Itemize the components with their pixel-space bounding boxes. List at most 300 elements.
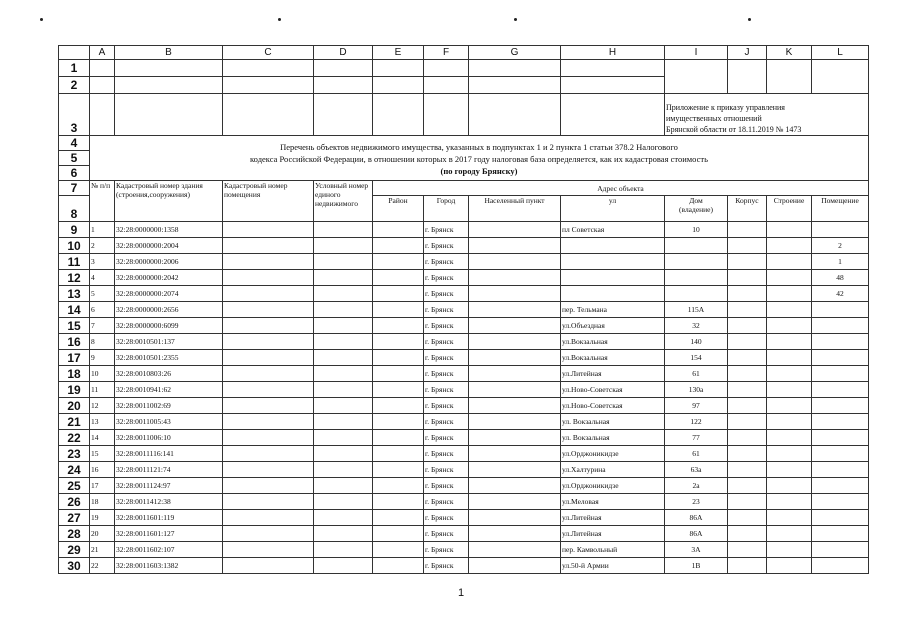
- building-cadastral-cell[interactable]: 32:28:0011116:141: [115, 446, 223, 462]
- building-cadastral-cell[interactable]: 32:28:0011002:69: [115, 398, 223, 414]
- row-number[interactable]: 16: [59, 334, 90, 350]
- district-cell[interactable]: [373, 238, 424, 254]
- city-cell[interactable]: г. Брянск: [424, 414, 469, 430]
- korpus-cell[interactable]: [728, 382, 767, 398]
- item-number-cell[interactable]: 1: [90, 222, 115, 238]
- pomeshchenie-cell[interactable]: [812, 430, 869, 446]
- column-header-e[interactable]: E: [373, 46, 424, 60]
- settlement-cell[interactable]: [469, 318, 561, 334]
- building-cadastral-cell[interactable]: 32:28:0000000:2074: [115, 286, 223, 302]
- settlement-cell[interactable]: [469, 478, 561, 494]
- settlement-cell[interactable]: [469, 270, 561, 286]
- item-number-cell[interactable]: 10: [90, 366, 115, 382]
- street-cell[interactable]: ул.Орджоникидзе: [561, 446, 665, 462]
- room-cadastral-cell[interactable]: [223, 334, 314, 350]
- city-cell[interactable]: г. Брянск: [424, 318, 469, 334]
- pomeshchenie-cell[interactable]: [812, 398, 869, 414]
- korpus-cell[interactable]: [728, 558, 767, 574]
- building-cadastral-cell[interactable]: 32:28:0011603:1382: [115, 558, 223, 574]
- building-cadastral-cell[interactable]: 32:28:0010501:2355: [115, 350, 223, 366]
- settlement-cell[interactable]: [469, 302, 561, 318]
- house-cell[interactable]: [665, 286, 728, 302]
- row-number[interactable]: 13: [59, 286, 90, 302]
- settlement-cell[interactable]: [469, 462, 561, 478]
- korpus-cell[interactable]: [728, 254, 767, 270]
- cell[interactable]: [728, 77, 767, 94]
- cell[interactable]: [90, 77, 115, 94]
- stroenie-cell[interactable]: [767, 478, 812, 494]
- settlement-cell[interactable]: [469, 558, 561, 574]
- house-cell[interactable]: 86А: [665, 510, 728, 526]
- street-cell[interactable]: ул. Вокзальная: [561, 430, 665, 446]
- stroenie-cell[interactable]: [767, 254, 812, 270]
- item-number-cell[interactable]: 9: [90, 350, 115, 366]
- conditional-number-cell[interactable]: [314, 430, 373, 446]
- house-cell[interactable]: 115А: [665, 302, 728, 318]
- header-room-cadastral[interactable]: Кадастровый номер помещения: [223, 181, 314, 222]
- district-cell[interactable]: [373, 542, 424, 558]
- street-cell[interactable]: пл Советская: [561, 222, 665, 238]
- stroenie-cell[interactable]: [767, 430, 812, 446]
- settlement-cell[interactable]: [469, 446, 561, 462]
- room-cadastral-cell[interactable]: [223, 526, 314, 542]
- settlement-cell[interactable]: [469, 350, 561, 366]
- cell[interactable]: [424, 94, 469, 136]
- conditional-number-cell[interactable]: [314, 222, 373, 238]
- city-cell[interactable]: г. Брянск: [424, 222, 469, 238]
- conditional-number-cell[interactable]: [314, 350, 373, 366]
- street-cell[interactable]: [561, 270, 665, 286]
- pomeshchenie-cell[interactable]: [812, 558, 869, 574]
- room-cadastral-cell[interactable]: [223, 238, 314, 254]
- korpus-cell[interactable]: [728, 510, 767, 526]
- conditional-number-cell[interactable]: [314, 414, 373, 430]
- street-cell[interactable]: ул.Вокзальная: [561, 334, 665, 350]
- house-cell[interactable]: 140: [665, 334, 728, 350]
- stroenie-cell[interactable]: [767, 542, 812, 558]
- settlement-cell[interactable]: [469, 398, 561, 414]
- building-cadastral-cell[interactable]: 32:28:0011006:10: [115, 430, 223, 446]
- settlement-cell[interactable]: [469, 430, 561, 446]
- house-cell[interactable]: 122: [665, 414, 728, 430]
- stroenie-cell[interactable]: [767, 222, 812, 238]
- settlement-cell[interactable]: [469, 334, 561, 350]
- conditional-number-cell[interactable]: [314, 302, 373, 318]
- district-cell[interactable]: [373, 414, 424, 430]
- korpus-cell[interactable]: [728, 350, 767, 366]
- room-cadastral-cell[interactable]: [223, 254, 314, 270]
- street-cell[interactable]: ул.50-й Армии: [561, 558, 665, 574]
- district-cell[interactable]: [373, 398, 424, 414]
- district-cell[interactable]: [373, 446, 424, 462]
- item-number-cell[interactable]: 20: [90, 526, 115, 542]
- district-cell[interactable]: [373, 382, 424, 398]
- city-cell[interactable]: г. Брянск: [424, 494, 469, 510]
- stroenie-cell[interactable]: [767, 414, 812, 430]
- district-cell[interactable]: [373, 462, 424, 478]
- pomeshchenie-cell[interactable]: [812, 318, 869, 334]
- conditional-number-cell[interactable]: [314, 286, 373, 302]
- building-cadastral-cell[interactable]: 32:28:0011121:74: [115, 462, 223, 478]
- house-cell[interactable]: 61: [665, 446, 728, 462]
- row-number[interactable]: 29: [59, 542, 90, 558]
- column-header-c[interactable]: C: [223, 46, 314, 60]
- room-cadastral-cell[interactable]: [223, 270, 314, 286]
- pomeshchenie-cell[interactable]: [812, 526, 869, 542]
- city-cell[interactable]: г. Брянск: [424, 254, 469, 270]
- conditional-number-cell[interactable]: [314, 238, 373, 254]
- city-cell[interactable]: г. Брянск: [424, 398, 469, 414]
- building-cadastral-cell[interactable]: 32:28:0010803:26: [115, 366, 223, 382]
- building-cadastral-cell[interactable]: 32:28:0011412:38: [115, 494, 223, 510]
- header-stroenie[interactable]: Строение: [767, 196, 812, 222]
- building-cadastral-cell[interactable]: 32:28:0011005:43: [115, 414, 223, 430]
- building-cadastral-cell[interactable]: 32:28:0000000:2656: [115, 302, 223, 318]
- house-cell[interactable]: 3А: [665, 542, 728, 558]
- column-header-b[interactable]: B: [115, 46, 223, 60]
- row-number[interactable]: 9: [59, 222, 90, 238]
- district-cell[interactable]: [373, 558, 424, 574]
- header-korpus[interactable]: Корпус: [728, 196, 767, 222]
- item-number-cell[interactable]: 13: [90, 414, 115, 430]
- column-header-f[interactable]: F: [424, 46, 469, 60]
- cell[interactable]: [665, 60, 728, 77]
- cell[interactable]: [115, 94, 223, 136]
- conditional-number-cell[interactable]: [314, 542, 373, 558]
- house-cell[interactable]: 61: [665, 366, 728, 382]
- row-number[interactable]: 18: [59, 366, 90, 382]
- street-cell[interactable]: ул.Ново-Советская: [561, 382, 665, 398]
- conditional-number-cell[interactable]: [314, 510, 373, 526]
- settlement-cell[interactable]: [469, 510, 561, 526]
- row-number[interactable]: 10: [59, 238, 90, 254]
- city-cell[interactable]: г. Брянск: [424, 350, 469, 366]
- korpus-cell[interactable]: [728, 494, 767, 510]
- column-header-j[interactable]: J: [728, 46, 767, 60]
- korpus-cell[interactable]: [728, 446, 767, 462]
- street-cell[interactable]: ул.Ново-Советская: [561, 398, 665, 414]
- city-cell[interactable]: г. Брянск: [424, 526, 469, 542]
- stroenie-cell[interactable]: [767, 238, 812, 254]
- item-number-cell[interactable]: 14: [90, 430, 115, 446]
- pomeshchenie-cell[interactable]: [812, 494, 869, 510]
- room-cadastral-cell[interactable]: [223, 222, 314, 238]
- row-number[interactable]: 2: [59, 77, 90, 94]
- stroenie-cell[interactable]: [767, 446, 812, 462]
- korpus-cell[interactable]: [728, 238, 767, 254]
- pomeshchenie-cell[interactable]: 42: [812, 286, 869, 302]
- conditional-number-cell[interactable]: [314, 526, 373, 542]
- item-number-cell[interactable]: 15: [90, 446, 115, 462]
- header-building-cadastral[interactable]: Кадастровый номер здания (строения,сооружения): [115, 181, 223, 222]
- street-cell[interactable]: ул. Вокзальная: [561, 414, 665, 430]
- building-cadastral-cell[interactable]: 32:28:0010941:62: [115, 382, 223, 398]
- district-cell[interactable]: [373, 510, 424, 526]
- building-cadastral-cell[interactable]: 32:28:0010501:137: [115, 334, 223, 350]
- korpus-cell[interactable]: [728, 318, 767, 334]
- conditional-number-cell[interactable]: [314, 270, 373, 286]
- item-number-cell[interactable]: 16: [90, 462, 115, 478]
- stroenie-cell[interactable]: [767, 558, 812, 574]
- cell[interactable]: [469, 60, 561, 77]
- pomeshchenie-cell[interactable]: [812, 350, 869, 366]
- building-cadastral-cell[interactable]: 32:28:0011602:107: [115, 542, 223, 558]
- building-cadastral-cell[interactable]: 32:28:0000000:2006: [115, 254, 223, 270]
- row-number[interactable]: 27: [59, 510, 90, 526]
- room-cadastral-cell[interactable]: [223, 398, 314, 414]
- row-number[interactable]: 8: [59, 196, 90, 222]
- street-cell[interactable]: ул.Халтурина: [561, 462, 665, 478]
- korpus-cell[interactable]: [728, 302, 767, 318]
- street-cell[interactable]: ул.Литейная: [561, 366, 665, 382]
- pomeshchenie-cell[interactable]: 48: [812, 270, 869, 286]
- korpus-cell[interactable]: [728, 414, 767, 430]
- cell[interactable]: [373, 94, 424, 136]
- cell[interactable]: [561, 77, 665, 94]
- stroenie-cell[interactable]: [767, 350, 812, 366]
- column-header-a[interactable]: A: [90, 46, 115, 60]
- row-number[interactable]: 28: [59, 526, 90, 542]
- city-cell[interactable]: г. Брянск: [424, 334, 469, 350]
- street-cell[interactable]: ул.Меловая: [561, 494, 665, 510]
- district-cell[interactable]: [373, 302, 424, 318]
- district-cell[interactable]: [373, 334, 424, 350]
- district-cell[interactable]: [373, 350, 424, 366]
- pomeshchenie-cell[interactable]: 1: [812, 254, 869, 270]
- street-cell[interactable]: [561, 238, 665, 254]
- row-number[interactable]: 1: [59, 60, 90, 77]
- room-cadastral-cell[interactable]: [223, 558, 314, 574]
- room-cadastral-cell[interactable]: [223, 510, 314, 526]
- pomeshchenie-cell[interactable]: [812, 478, 869, 494]
- house-cell[interactable]: 32: [665, 318, 728, 334]
- row-number[interactable]: 3: [59, 94, 90, 136]
- stroenie-cell[interactable]: [767, 302, 812, 318]
- city-cell[interactable]: г. Брянск: [424, 286, 469, 302]
- street-cell[interactable]: [561, 254, 665, 270]
- item-number-cell[interactable]: 5: [90, 286, 115, 302]
- cell[interactable]: [223, 94, 314, 136]
- cell[interactable]: [665, 77, 728, 94]
- district-cell[interactable]: [373, 222, 424, 238]
- city-cell[interactable]: г. Брянск: [424, 366, 469, 382]
- building-cadastral-cell[interactable]: 32:28:0011601:127: [115, 526, 223, 542]
- cell[interactable]: [373, 60, 424, 77]
- column-header-k[interactable]: K: [767, 46, 812, 60]
- cell[interactable]: [314, 60, 373, 77]
- city-cell[interactable]: г. Брянск: [424, 558, 469, 574]
- street-cell[interactable]: ул.Литейная: [561, 510, 665, 526]
- building-cadastral-cell[interactable]: 32:28:0011124:97: [115, 478, 223, 494]
- column-header-h[interactable]: H: [561, 46, 665, 60]
- settlement-cell[interactable]: [469, 382, 561, 398]
- stroenie-cell[interactable]: [767, 270, 812, 286]
- row-number[interactable]: 14: [59, 302, 90, 318]
- cell[interactable]: [767, 77, 812, 94]
- house-cell[interactable]: 1В: [665, 558, 728, 574]
- house-cell[interactable]: [665, 238, 728, 254]
- item-number-cell[interactable]: 3: [90, 254, 115, 270]
- conditional-number-cell[interactable]: [314, 398, 373, 414]
- building-cadastral-cell[interactable]: 32:28:0000000:2004: [115, 238, 223, 254]
- korpus-cell[interactable]: [728, 286, 767, 302]
- pomeshchenie-cell[interactable]: [812, 414, 869, 430]
- street-cell[interactable]: пер. Тельмана: [561, 302, 665, 318]
- room-cadastral-cell[interactable]: [223, 366, 314, 382]
- korpus-cell[interactable]: [728, 270, 767, 286]
- conditional-number-cell[interactable]: [314, 494, 373, 510]
- row-number[interactable]: 17: [59, 350, 90, 366]
- stroenie-cell[interactable]: [767, 318, 812, 334]
- conditional-number-cell[interactable]: [314, 478, 373, 494]
- row-number[interactable]: 20: [59, 398, 90, 414]
- item-number-cell[interactable]: 8: [90, 334, 115, 350]
- room-cadastral-cell[interactable]: [223, 478, 314, 494]
- pomeshchenie-cell[interactable]: [812, 462, 869, 478]
- document-title[interactable]: [90, 136, 869, 181]
- district-cell[interactable]: [373, 478, 424, 494]
- item-number-cell[interactable]: 4: [90, 270, 115, 286]
- city-cell[interactable]: г. Брянск: [424, 382, 469, 398]
- house-cell[interactable]: 154: [665, 350, 728, 366]
- street-cell[interactable]: пер. Камвольный: [561, 542, 665, 558]
- house-cell[interactable]: 130а: [665, 382, 728, 398]
- house-cell[interactable]: 97: [665, 398, 728, 414]
- pomeshchenie-cell[interactable]: [812, 222, 869, 238]
- row-number[interactable]: 25: [59, 478, 90, 494]
- row-number[interactable]: 7: [59, 181, 90, 196]
- row-number[interactable]: 23: [59, 446, 90, 462]
- column-header-l[interactable]: L: [812, 46, 869, 60]
- cell[interactable]: [373, 77, 424, 94]
- house-cell[interactable]: [665, 254, 728, 270]
- cell[interactable]: [115, 60, 223, 77]
- district-cell[interactable]: [373, 254, 424, 270]
- city-cell[interactable]: г. Брянск: [424, 270, 469, 286]
- cell[interactable]: [469, 94, 561, 136]
- korpus-cell[interactable]: [728, 430, 767, 446]
- item-number-cell[interactable]: 18: [90, 494, 115, 510]
- settlement-cell[interactable]: [469, 238, 561, 254]
- street-cell[interactable]: ул.Литейная: [561, 526, 665, 542]
- header-num[interactable]: № п/п: [90, 181, 115, 222]
- cell[interactable]: [812, 60, 869, 77]
- building-cadastral-cell[interactable]: 32:28:0011601:119: [115, 510, 223, 526]
- house-cell[interactable]: 2а: [665, 478, 728, 494]
- district-cell[interactable]: [373, 430, 424, 446]
- row-number[interactable]: 6: [59, 166, 90, 181]
- stroenie-cell[interactable]: [767, 382, 812, 398]
- stroenie-cell[interactable]: [767, 510, 812, 526]
- pomeshchenie-cell[interactable]: [812, 366, 869, 382]
- row-number[interactable]: 5: [59, 151, 90, 166]
- item-number-cell[interactable]: 11: [90, 382, 115, 398]
- korpus-cell[interactable]: [728, 222, 767, 238]
- cell[interactable]: [424, 77, 469, 94]
- cell[interactable]: [561, 94, 665, 136]
- item-number-cell[interactable]: 17: [90, 478, 115, 494]
- header-city[interactable]: Город: [424, 196, 469, 222]
- stroenie-cell[interactable]: [767, 398, 812, 414]
- room-cadastral-cell[interactable]: [223, 350, 314, 366]
- room-cadastral-cell[interactable]: [223, 430, 314, 446]
- city-cell[interactable]: г. Брянск: [424, 510, 469, 526]
- cell[interactable]: [115, 77, 223, 94]
- house-cell[interactable]: 86А: [665, 526, 728, 542]
- city-cell[interactable]: г. Брянск: [424, 478, 469, 494]
- cell[interactable]: [314, 77, 373, 94]
- row-number[interactable]: 15: [59, 318, 90, 334]
- room-cadastral-cell[interactable]: [223, 286, 314, 302]
- room-cadastral-cell[interactable]: [223, 414, 314, 430]
- settlement-cell[interactable]: [469, 494, 561, 510]
- building-cadastral-cell[interactable]: 32:28:0000000:6099: [115, 318, 223, 334]
- row-number[interactable]: 11: [59, 254, 90, 270]
- stroenie-cell[interactable]: [767, 526, 812, 542]
- room-cadastral-cell[interactable]: [223, 382, 314, 398]
- settlement-cell[interactable]: [469, 526, 561, 542]
- cell[interactable]: [223, 77, 314, 94]
- header-settlement[interactable]: Населенный пункт: [469, 196, 561, 222]
- korpus-cell[interactable]: [728, 542, 767, 558]
- pomeshchenie-cell[interactable]: 2: [812, 238, 869, 254]
- korpus-cell[interactable]: [728, 462, 767, 478]
- column-header-d[interactable]: D: [314, 46, 373, 60]
- header-house[interactable]: Дом (владение): [665, 196, 728, 222]
- header-address[interactable]: Адрес объекта: [373, 181, 869, 196]
- row-number[interactable]: 24: [59, 462, 90, 478]
- item-number-cell[interactable]: 2: [90, 238, 115, 254]
- item-number-cell[interactable]: 21: [90, 542, 115, 558]
- conditional-number-cell[interactable]: [314, 318, 373, 334]
- stroenie-cell[interactable]: [767, 366, 812, 382]
- column-header-g[interactable]: G: [469, 46, 561, 60]
- row-number[interactable]: 19: [59, 382, 90, 398]
- room-cadastral-cell[interactable]: [223, 318, 314, 334]
- korpus-cell[interactable]: [728, 526, 767, 542]
- pomeshchenie-cell[interactable]: [812, 382, 869, 398]
- conditional-number-cell[interactable]: [314, 334, 373, 350]
- cell[interactable]: [469, 77, 561, 94]
- conditional-number-cell[interactable]: [314, 558, 373, 574]
- cell[interactable]: [314, 94, 373, 136]
- pomeshchenie-cell[interactable]: [812, 446, 869, 462]
- room-cadastral-cell[interactable]: [223, 542, 314, 558]
- korpus-cell[interactable]: [728, 478, 767, 494]
- stroenie-cell[interactable]: [767, 286, 812, 302]
- district-cell[interactable]: [373, 494, 424, 510]
- stroenie-cell[interactable]: [767, 494, 812, 510]
- city-cell[interactable]: г. Брянск: [424, 446, 469, 462]
- conditional-number-cell[interactable]: [314, 366, 373, 382]
- conditional-number-cell[interactable]: [314, 254, 373, 270]
- city-cell[interactable]: г. Брянск: [424, 238, 469, 254]
- settlement-cell[interactable]: [469, 542, 561, 558]
- header-conditional-number[interactable]: Условный номер единого недвижимого: [314, 181, 373, 222]
- settlement-cell[interactable]: [469, 286, 561, 302]
- district-cell[interactable]: [373, 270, 424, 286]
- conditional-number-cell[interactable]: [314, 382, 373, 398]
- pomeshchenie-cell[interactable]: [812, 510, 869, 526]
- cell[interactable]: [728, 60, 767, 77]
- column-header-i[interactable]: I: [665, 46, 728, 60]
- row-number[interactable]: 4: [59, 136, 90, 151]
- settlement-cell[interactable]: [469, 366, 561, 382]
- street-cell[interactable]: ул.Объездная: [561, 318, 665, 334]
- room-cadastral-cell[interactable]: [223, 494, 314, 510]
- item-number-cell[interactable]: 22: [90, 558, 115, 574]
- city-cell[interactable]: г. Брянск: [424, 430, 469, 446]
